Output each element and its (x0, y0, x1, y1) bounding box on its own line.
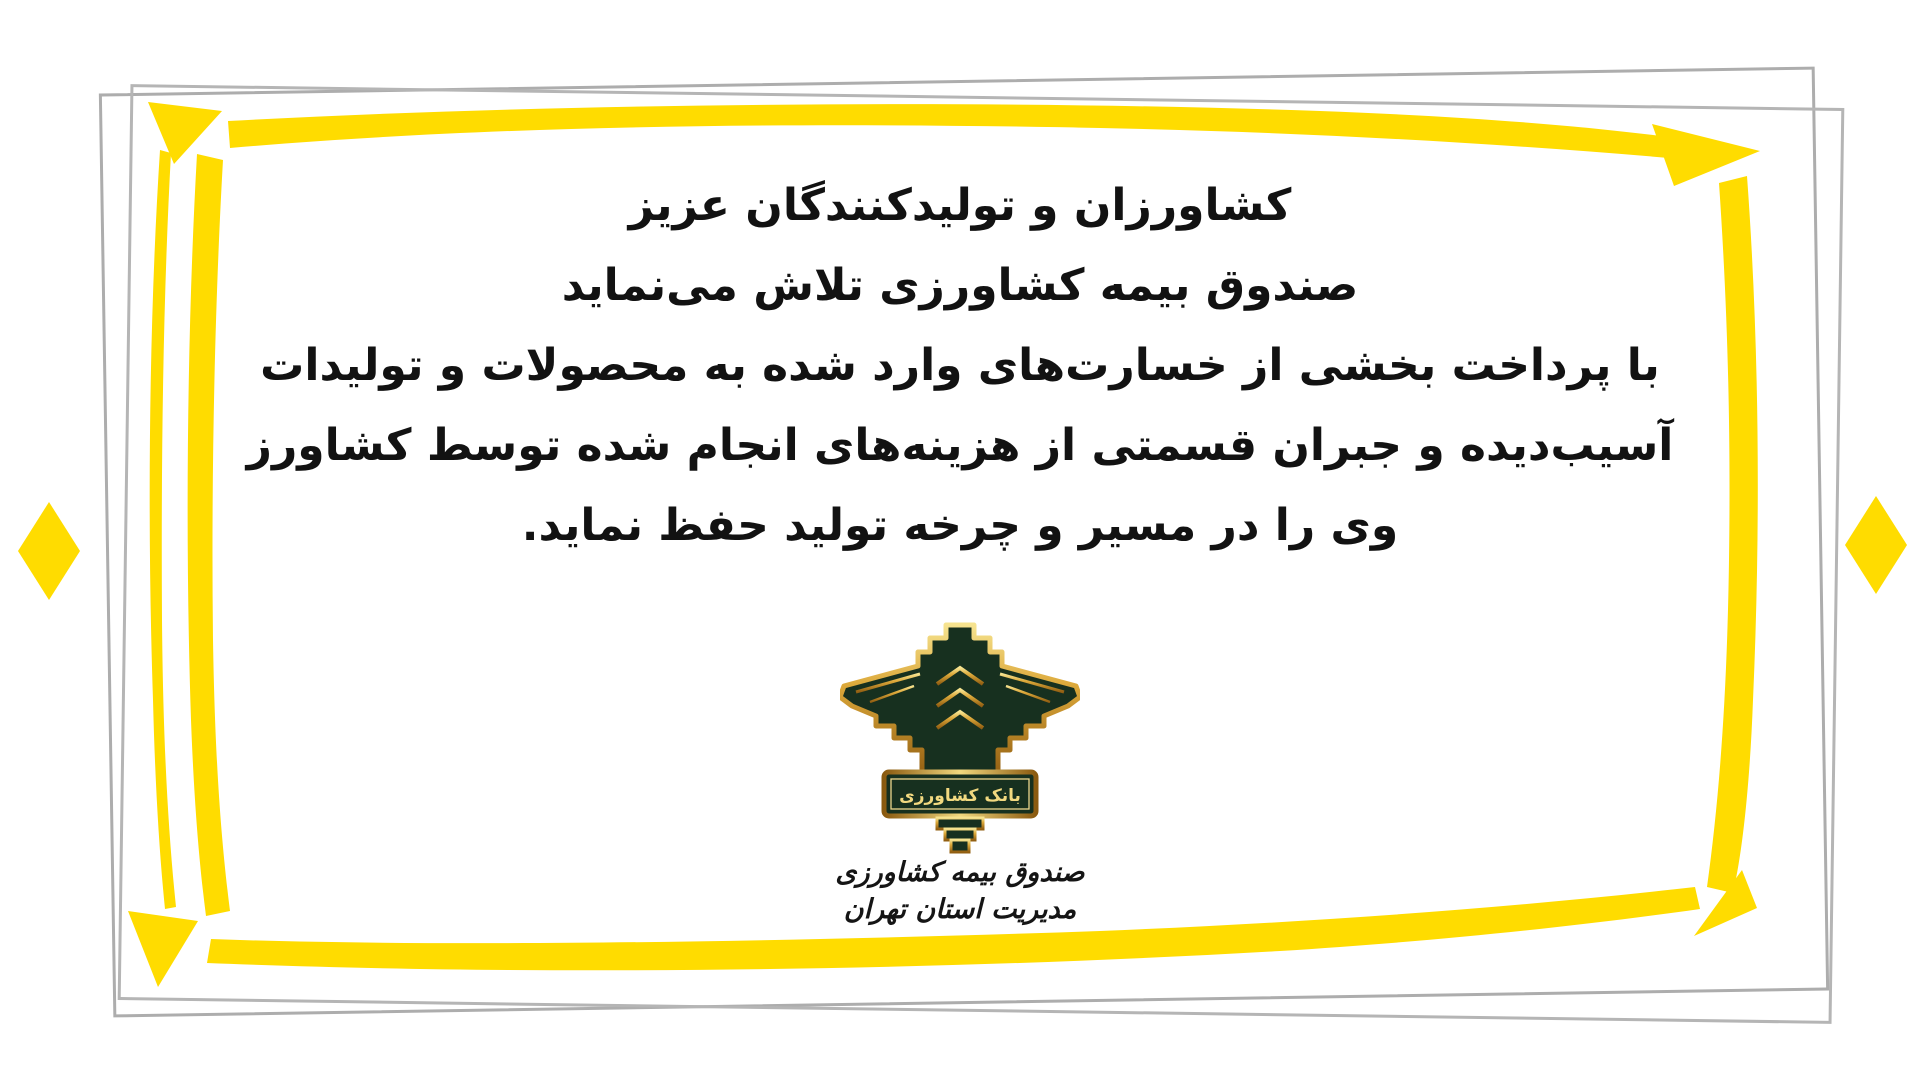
message-line-1: کشاورزان و تولیدکنندگان عزیز (628, 180, 1292, 231)
org-branch: مدیریت استان تهران (843, 894, 1077, 925)
announcement-text (0, 166, 1920, 566)
message-line-2: صندوق بیمه کشاورزی تلاش می‌نماید (561, 260, 1359, 311)
message-line-3: با پرداخت بخشی از خسارت‌های وارد شده به محصولات و تولیدات (260, 340, 1660, 391)
emblem-pedestal (937, 818, 983, 852)
message-line-5: وی را در مسیر و چرخه تولید حفظ نماید. (521, 500, 1399, 551)
bank-keshavarzi-logo-icon (840, 622, 1080, 854)
organization-caption (0, 854, 1920, 928)
message-line-4: آسیب‌دیده و جبران قسمتی از هزینه‌های انجام شده توسط کشاورز (246, 420, 1674, 471)
logo-block (840, 622, 1080, 854)
org-name: صندوق بیمه کشاورزی (835, 857, 1085, 888)
frame-corner-top-left (148, 102, 222, 164)
bank-banner-text: بانک کشاورزی (899, 786, 1021, 806)
frame-stroke-top (228, 104, 1698, 160)
